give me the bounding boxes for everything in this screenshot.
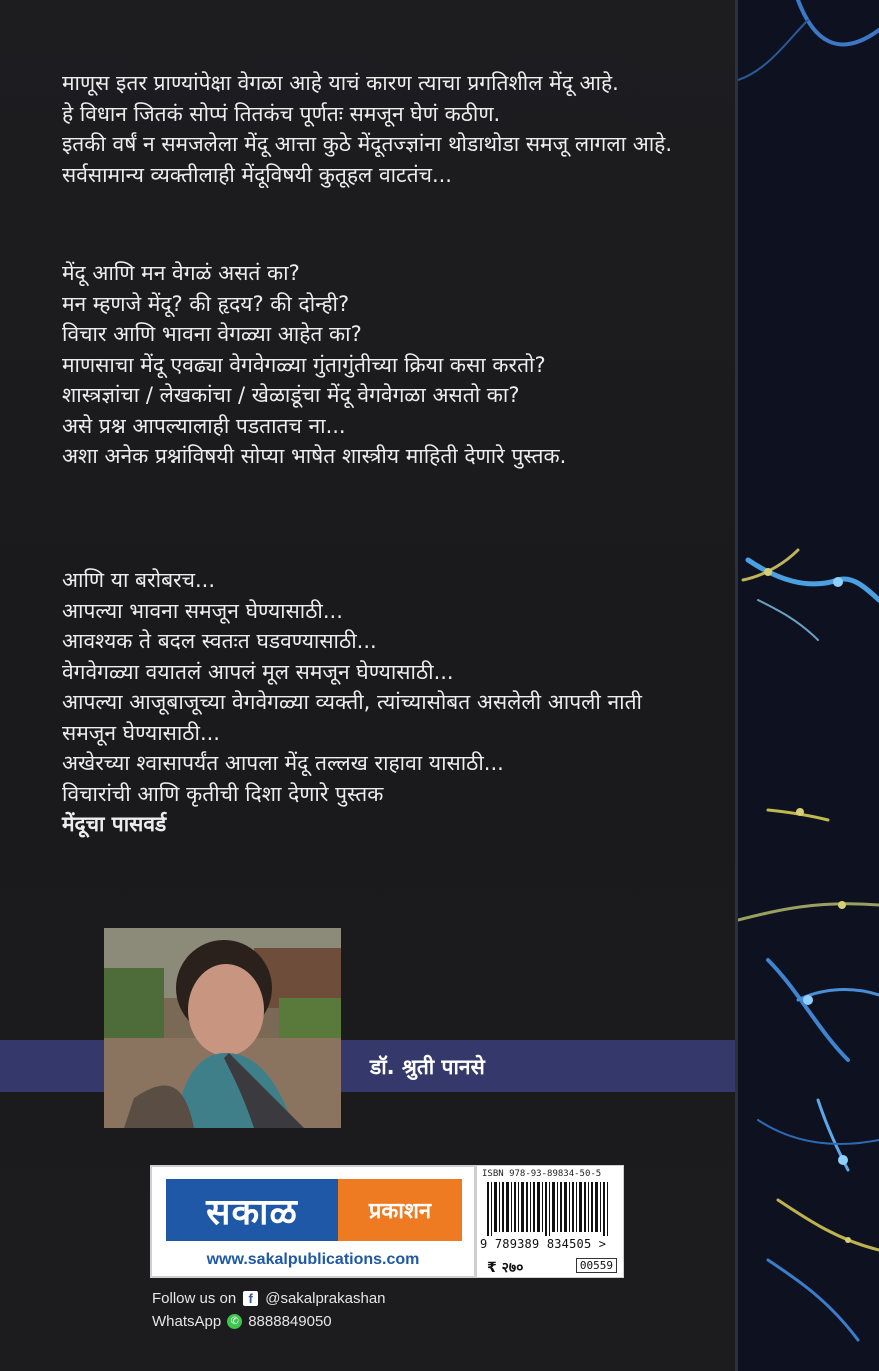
- isbn-barcode-box: [476, 1165, 624, 1278]
- barcode-digits: 9 789389 834505 >: [480, 1237, 607, 1251]
- whatsapp-number[interactable]: 8888849050: [248, 1313, 332, 1330]
- questions-paragraph: [62, 258, 732, 472]
- question-line: माणसाचा मेंदू एवढ्या वेगवेगळ्या गुंतागुंतीच्या क्रिया कसा करतो?: [62, 352, 546, 377]
- author-photo: [104, 928, 341, 1128]
- logo-prakashan-text: प्रकाशन: [338, 1179, 462, 1241]
- benefit-line: आपल्या भावना समजून घेण्यासाठी...: [62, 598, 343, 623]
- whatsapp-contact[interactable]: [152, 1313, 332, 1330]
- benefit-line: विचारांची आणि कृतीची दिशा देणारे पुस्तक: [62, 781, 384, 806]
- follow-label: Follow us on: [152, 1290, 237, 1307]
- facebook-follow[interactable]: [152, 1290, 386, 1307]
- logo-sakal-text: सकाळ: [166, 1179, 338, 1241]
- benefit-line: आवश्यक ते बदल स्वतःत घडवण्यासाठी...: [62, 629, 377, 653]
- author-name: डॉ. श्रुती पानसे: [370, 1055, 485, 1079]
- intro-line: माणूस इतर प्राण्यांपेक्षा वेगळा आहे याचं कारण त्याचा प्रगतिशील मेंदू आहे.: [62, 71, 619, 95]
- benefit-line: अखेरच्या श्वासापर्यंत आपला मेंदू तल्लख राहावा यासाठी...: [62, 751, 504, 775]
- facebook-icon: f: [243, 1291, 258, 1306]
- benefit-line: समजून घेण्यासाठी...: [62, 720, 220, 745]
- benefit-line: आणि या बरोबरच...: [62, 568, 216, 592]
- stock-code: 00559: [576, 1258, 617, 1273]
- intro-line: सर्वसामान्य व्यक्तीलाही मेंदूविषयी कुतूहल वाटतंच...: [62, 162, 452, 187]
- benefit-line: वेगवेगळ्या वयातलं आपलं मूल समजून घेण्यासाठी...: [62, 659, 454, 684]
- benefits-paragraph: [62, 565, 732, 840]
- spine-neuron-art: [738, 0, 879, 1371]
- benefit-line: आपल्या आजूबाजूच्या वेगवेगळ्या व्यक्ती, त्यांच्यासोबत असलेली आपली नाती: [62, 690, 642, 714]
- question-line: असे प्रश्न आपल्यालाही पडतातच ना...: [62, 413, 346, 438]
- intro-line: इतकी वर्षं न समजलेला मेंदू आत्ता कुठे मेंदूतज्ज्ञांना थोडाथोडा समजू लागला आहे.: [62, 132, 672, 156]
- publisher-logo: [150, 1165, 476, 1278]
- whatsapp-label: WhatsApp: [152, 1313, 222, 1330]
- question-line: विचार आणि भावना वेगळ्या आहेत का?: [62, 322, 362, 346]
- publisher-website[interactable]: www.sakalpublications.com: [206, 1251, 420, 1268]
- intro-paragraph: [62, 68, 732, 190]
- question-line: मन म्हणजे मेंदू? की हृदय? की दोन्ही?: [62, 291, 350, 316]
- isbn-number: ISBN 978-93-89834-50-5: [482, 1169, 602, 1179]
- barcode-icon: [487, 1182, 615, 1236]
- publisher-logo-mark: [166, 1179, 462, 1241]
- whatsapp-icon: ✆: [227, 1314, 242, 1329]
- question-line: मेंदू आणि मन वेगळं असतं का?: [62, 261, 300, 285]
- question-line: शास्त्रज्ञांचा / लेखकांचा / खेळाडूंचा मेंदू वेगवेगळा असतो का?: [62, 383, 520, 407]
- book-price: ₹ २७०: [487, 1260, 524, 1276]
- book-title: मेंदूचा पासवर्ड: [62, 812, 167, 836]
- question-line: अशा अनेक प्रश्नांविषयी सोप्या भाषेत शास्त्रीय माहिती देणारे पुस्तक.: [62, 444, 567, 468]
- facebook-handle[interactable]: @sakalprakashan: [265, 1290, 386, 1307]
- intro-line: हे विधान जितकं सोप्पं तितकंच पूर्णतः समजून घेणं कठीण.: [62, 101, 501, 126]
- category-label: सेल्फ हेल्प: [607, 1172, 621, 1217]
